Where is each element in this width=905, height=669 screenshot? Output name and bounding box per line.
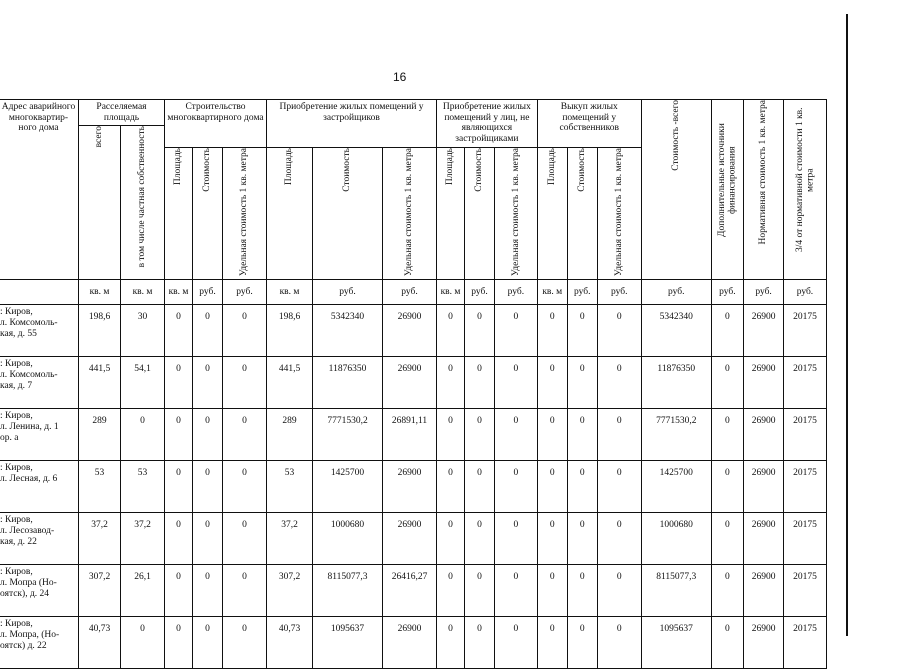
header-nondev-cost: Стоимость bbox=[465, 147, 495, 280]
value-cell: 0 bbox=[193, 409, 223, 461]
value-cell: 0 bbox=[121, 409, 165, 461]
value-cell: 0 bbox=[597, 565, 641, 617]
value-cell: 53 bbox=[79, 461, 121, 513]
value-cell: 0 bbox=[537, 461, 567, 513]
header-three-quarter: 3/4 от нормативной стоимости 1 кв. метра bbox=[784, 100, 827, 280]
value-cell: 0 bbox=[711, 461, 743, 513]
value-cell: 0 bbox=[437, 409, 465, 461]
value-cell: 0 bbox=[567, 305, 597, 357]
value-cell: 0 bbox=[711, 409, 743, 461]
value-cell: 7771530,2 bbox=[313, 409, 383, 461]
unit-cell: руб. bbox=[495, 280, 538, 305]
value-cell: 20175 bbox=[784, 409, 827, 461]
value-cell: 26900 bbox=[744, 617, 784, 669]
value-cell: 0 bbox=[437, 461, 465, 513]
header-norm-cost: Нормативная стоимость 1 кв. метра bbox=[744, 100, 784, 280]
value-cell: 0 bbox=[567, 461, 597, 513]
value-cell: 0 bbox=[223, 565, 267, 617]
value-cell: 0 bbox=[165, 513, 193, 565]
header-buyout-unit-cost: Удельная стоимость 1 кв. метра bbox=[597, 147, 641, 280]
value-cell: 0 bbox=[465, 461, 495, 513]
value-cell: 53 bbox=[267, 461, 313, 513]
value-cell: 0 bbox=[165, 565, 193, 617]
table-row bbox=[0, 565, 826, 617]
unit-cell: кв. м bbox=[437, 280, 465, 305]
unit-cell: руб. bbox=[744, 280, 784, 305]
value-cell: 26900 bbox=[383, 461, 437, 513]
value-cell: 7771530,2 bbox=[641, 409, 711, 461]
header-acq-developers: Приобретение жилых помещений у застройщиков bbox=[267, 100, 437, 148]
header-total: всего bbox=[79, 126, 121, 280]
header-buyout: Выкуп жилых помещений у собственников bbox=[537, 100, 641, 148]
value-cell: 0 bbox=[165, 305, 193, 357]
header-private-share: в том числе частная собственность bbox=[121, 126, 165, 280]
header-acq-non-developers: Приобретение жилых помещений у лиц, не являющихся застройщиками bbox=[437, 100, 538, 148]
value-cell: 1095637 bbox=[313, 617, 383, 669]
value-cell: 0 bbox=[465, 513, 495, 565]
table-row bbox=[0, 357, 826, 409]
table-row bbox=[0, 461, 826, 513]
value-cell: 20175 bbox=[784, 461, 827, 513]
value-cell: 0 bbox=[165, 461, 193, 513]
value-cell: 198,6 bbox=[79, 305, 121, 357]
value-cell: 0 bbox=[597, 513, 641, 565]
value-cell: 53 bbox=[121, 461, 165, 513]
value-cell: 26891,11 bbox=[383, 409, 437, 461]
page-number: 16 bbox=[393, 70, 407, 84]
address-cell: : Киров, л. Комсомоль- кая, д. 55 bbox=[0, 305, 79, 357]
value-cell: 26900 bbox=[383, 617, 437, 669]
value-cell: 441,5 bbox=[267, 357, 313, 409]
value-cell: 0 bbox=[597, 357, 641, 409]
table-row bbox=[0, 305, 826, 357]
value-cell: 1000680 bbox=[641, 513, 711, 565]
value-cell: 0 bbox=[567, 409, 597, 461]
value-cell: 0 bbox=[711, 357, 743, 409]
table-row bbox=[0, 409, 826, 461]
value-cell: 0 bbox=[165, 409, 193, 461]
value-cell: 0 bbox=[223, 409, 267, 461]
header-row-groups bbox=[0, 100, 826, 126]
value-cell: 0 bbox=[121, 617, 165, 669]
value-cell: 0 bbox=[537, 357, 567, 409]
value-cell: 0 bbox=[165, 617, 193, 669]
value-cell: 20175 bbox=[784, 305, 827, 357]
value-cell: 0 bbox=[437, 357, 465, 409]
value-cell: 40,73 bbox=[267, 617, 313, 669]
table-row bbox=[0, 617, 826, 669]
unit-cell: руб. bbox=[313, 280, 383, 305]
value-cell: 0 bbox=[223, 513, 267, 565]
value-cell: 0 bbox=[223, 305, 267, 357]
unit-cell: руб. bbox=[193, 280, 223, 305]
resettlement-table bbox=[0, 99, 827, 669]
value-cell: 1425700 bbox=[641, 461, 711, 513]
value-cell: 307,2 bbox=[267, 565, 313, 617]
value-cell: 0 bbox=[193, 513, 223, 565]
value-cell: 0 bbox=[165, 357, 193, 409]
address-cell: : Киров, л. Ленина, д. 1 ор. а bbox=[0, 409, 79, 461]
value-cell: 54,1 bbox=[121, 357, 165, 409]
unit-cell: кв. м bbox=[537, 280, 567, 305]
value-cell: 0 bbox=[537, 305, 567, 357]
value-cell: 5342340 bbox=[313, 305, 383, 357]
value-cell: 0 bbox=[465, 357, 495, 409]
value-cell: 20175 bbox=[784, 565, 827, 617]
value-cell: 0 bbox=[495, 357, 538, 409]
value-cell: 0 bbox=[567, 513, 597, 565]
value-cell: 8115077,3 bbox=[313, 565, 383, 617]
header-dev-cost: Стоимость bbox=[313, 147, 383, 280]
value-cell: 0 bbox=[537, 409, 567, 461]
value-cell: 0 bbox=[193, 617, 223, 669]
table-row bbox=[0, 513, 826, 565]
value-cell: 0 bbox=[567, 617, 597, 669]
unit-cell: руб. bbox=[641, 280, 711, 305]
value-cell: 0 bbox=[597, 617, 641, 669]
value-cell: 289 bbox=[79, 409, 121, 461]
header-buyout-area: Площадь bbox=[537, 147, 567, 280]
unit-cell: руб. bbox=[567, 280, 597, 305]
header-dev-unit-cost: Удельная стоимость 1 кв. метра bbox=[383, 147, 437, 280]
value-cell: 11876350 bbox=[313, 357, 383, 409]
value-cell: 0 bbox=[597, 409, 641, 461]
value-cell: 0 bbox=[567, 565, 597, 617]
value-cell: 0 bbox=[495, 513, 538, 565]
value-cell: 11876350 bbox=[641, 357, 711, 409]
value-cell: 0 bbox=[223, 461, 267, 513]
unit-cell: кв. м bbox=[121, 280, 165, 305]
value-cell: 26900 bbox=[744, 305, 784, 357]
unit-cell: руб. bbox=[597, 280, 641, 305]
value-cell: 1095637 bbox=[641, 617, 711, 669]
unit-cell: руб. bbox=[711, 280, 743, 305]
value-cell: 37,2 bbox=[121, 513, 165, 565]
value-cell: 0 bbox=[711, 617, 743, 669]
units-cell-empty bbox=[0, 280, 79, 305]
value-cell: 0 bbox=[437, 513, 465, 565]
value-cell: 0 bbox=[465, 565, 495, 617]
value-cell: 26900 bbox=[383, 357, 437, 409]
value-cell: 0 bbox=[465, 409, 495, 461]
value-cell: 26900 bbox=[744, 409, 784, 461]
value-cell: 0 bbox=[223, 617, 267, 669]
value-cell: 0 bbox=[597, 461, 641, 513]
unit-cell: руб. bbox=[465, 280, 495, 305]
address-cell: : Киров, л. Комсомоль- кая, д. 7 bbox=[0, 357, 79, 409]
value-cell: 0 bbox=[495, 461, 538, 513]
header-address: Адрес аварийного многоквартир-ного дома bbox=[0, 100, 79, 280]
unit-cell: руб. bbox=[223, 280, 267, 305]
value-cell: 0 bbox=[437, 565, 465, 617]
address-cell: : Киров, л. Мопра, (Но- оятск) д. 22 bbox=[0, 617, 79, 669]
value-cell: 26900 bbox=[744, 461, 784, 513]
unit-cell: кв. м bbox=[267, 280, 313, 305]
value-cell: 26900 bbox=[744, 513, 784, 565]
value-cell: 0 bbox=[223, 357, 267, 409]
value-cell: 26,1 bbox=[121, 565, 165, 617]
unit-cell: руб. bbox=[383, 280, 437, 305]
value-cell: 1000680 bbox=[313, 513, 383, 565]
value-cell: 40,73 bbox=[79, 617, 121, 669]
address-cell: : Киров, л. Мопра (Но- оятск), д. 24 bbox=[0, 565, 79, 617]
value-cell: 0 bbox=[465, 305, 495, 357]
value-cell: 20175 bbox=[784, 617, 827, 669]
value-cell: 307,2 bbox=[79, 565, 121, 617]
value-cell: 0 bbox=[437, 617, 465, 669]
header-construction-area: Площадь bbox=[165, 147, 193, 280]
value-cell: 0 bbox=[193, 461, 223, 513]
value-cell: 289 bbox=[267, 409, 313, 461]
value-cell: 0 bbox=[711, 305, 743, 357]
value-cell: 26416,27 bbox=[383, 565, 437, 617]
header-dev-area: Площадь bbox=[267, 147, 313, 280]
value-cell: 198,6 bbox=[267, 305, 313, 357]
value-cell: 0 bbox=[437, 305, 465, 357]
value-cell: 1425700 bbox=[313, 461, 383, 513]
header-extra-sources: Дополнительные источники финансирования bbox=[711, 100, 743, 280]
header-relocated-area: Расселяемая площадь bbox=[79, 100, 165, 126]
value-cell: 0 bbox=[465, 617, 495, 669]
value-cell: 20175 bbox=[784, 513, 827, 565]
value-cell: 26900 bbox=[744, 565, 784, 617]
value-cell: 0 bbox=[495, 565, 538, 617]
value-cell: 20175 bbox=[784, 357, 827, 409]
header-nondev-unit-cost: Удельная стоимость 1 кв. метра bbox=[495, 147, 538, 280]
units-row bbox=[0, 280, 826, 305]
value-cell: 26900 bbox=[744, 357, 784, 409]
data-rows bbox=[0, 305, 826, 669]
value-cell: 26900 bbox=[383, 513, 437, 565]
value-cell: 0 bbox=[597, 305, 641, 357]
header-cost-total: Стоимость -всего bbox=[641, 100, 711, 280]
address-cell: : Киров, л. Лесная, д. 6 bbox=[0, 461, 79, 513]
value-cell: 26900 bbox=[383, 305, 437, 357]
unit-cell: руб. bbox=[784, 280, 827, 305]
header-nondev-area: Площадь bbox=[437, 147, 465, 280]
unit-cell: кв. м bbox=[165, 280, 193, 305]
value-cell: 8115077,3 bbox=[641, 565, 711, 617]
value-cell: 0 bbox=[711, 513, 743, 565]
page-edge-rule bbox=[846, 14, 848, 636]
value-cell: 0 bbox=[495, 409, 538, 461]
value-cell: 0 bbox=[537, 617, 567, 669]
value-cell: 0 bbox=[193, 305, 223, 357]
value-cell: 441,5 bbox=[79, 357, 121, 409]
value-cell: 37,2 bbox=[267, 513, 313, 565]
header-construction-cost: Стоимость bbox=[193, 147, 223, 280]
value-cell: 0 bbox=[711, 565, 743, 617]
header-construction: Строительство многоквартирного дома bbox=[165, 100, 267, 148]
address-cell: : Киров, л. Лесозавод- кая, д. 22 bbox=[0, 513, 79, 565]
value-cell: 37,2 bbox=[79, 513, 121, 565]
value-cell: 0 bbox=[193, 565, 223, 617]
value-cell: 0 bbox=[567, 357, 597, 409]
value-cell: 0 bbox=[537, 565, 567, 617]
value-cell: 0 bbox=[193, 357, 223, 409]
value-cell: 0 bbox=[495, 617, 538, 669]
header-construction-unit-cost: Удельная стоимость 1 кв. метра bbox=[223, 147, 267, 280]
header-buyout-cost: Стоимость bbox=[567, 147, 597, 280]
unit-cell: кв. м bbox=[79, 280, 121, 305]
value-cell: 5342340 bbox=[641, 305, 711, 357]
value-cell: 30 bbox=[121, 305, 165, 357]
value-cell: 0 bbox=[537, 513, 567, 565]
value-cell: 0 bbox=[495, 305, 538, 357]
